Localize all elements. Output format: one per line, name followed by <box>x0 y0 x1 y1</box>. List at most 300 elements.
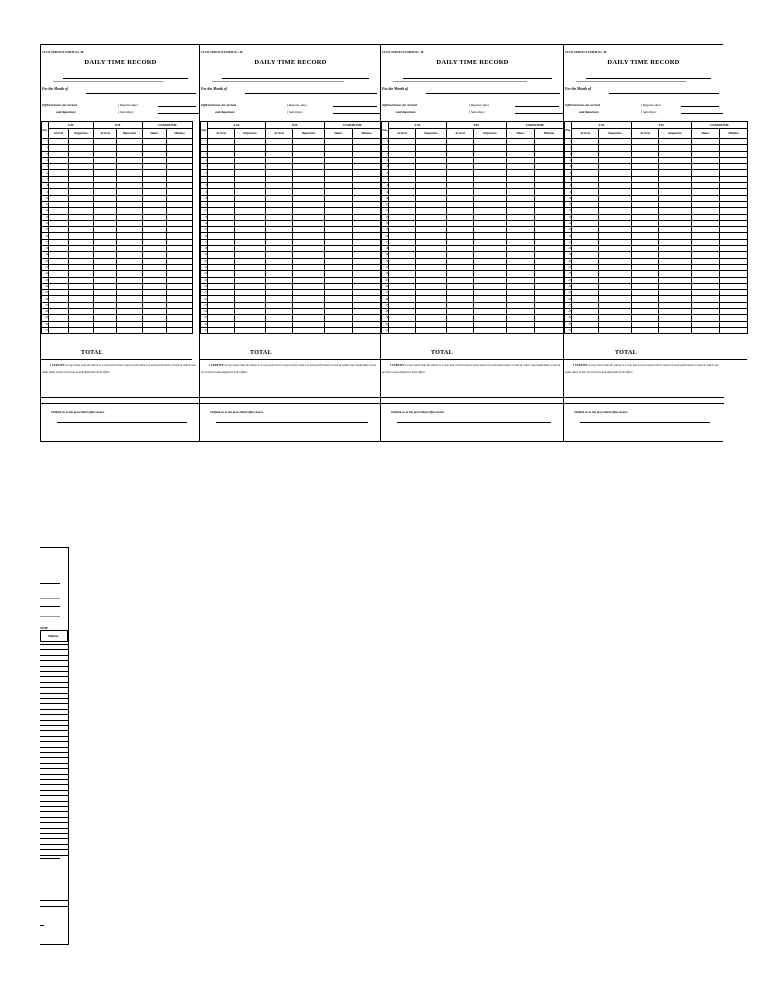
fragment-row-line <box>40 730 68 731</box>
undertime-header: UNDERTIME <box>143 122 193 129</box>
day-number: 4 <box>565 157 572 163</box>
time-entry-cell[interactable] <box>389 327 416 333</box>
total-label: TOTAL <box>615 350 637 356</box>
fragment-row-line <box>40 736 68 737</box>
fragment-row-line <box>40 844 68 845</box>
total-label: TOTAL <box>431 350 453 356</box>
time-entry-cell[interactable] <box>69 327 94 333</box>
day-number: 13 <box>42 214 49 220</box>
month-field-line[interactable] <box>609 93 719 94</box>
certify-body: on my honor that the above is a true and correct report of the hours of work performed, record of which was made daily at the of arrival at and departure from office. <box>201 363 377 374</box>
dtr-form-page2-fragment <box>40 547 69 945</box>
schedule-labels <box>469 102 489 116</box>
table-row <box>201 327 381 333</box>
time-entry-cell[interactable] <box>293 327 325 333</box>
day-number: 17 <box>382 239 389 245</box>
time-entry-cell[interactable] <box>235 327 266 333</box>
employee-name-line <box>222 78 369 79</box>
month-field-line[interactable] <box>426 93 560 94</box>
day-number: 18 <box>42 246 49 252</box>
fragment-row-line <box>40 757 68 758</box>
undertime-header-partial: TIME <box>40 626 49 630</box>
fragment-row-line <box>40 790 68 791</box>
form-title: DAILY TIME RECORD <box>607 59 680 66</box>
official-hours-line2: and departure <box>396 110 416 114</box>
official-hours-line2: and departure <box>579 110 599 114</box>
day-number: 29 <box>201 315 208 321</box>
day-number: 20 <box>42 258 49 264</box>
day-number: 3 <box>201 151 208 157</box>
employee-name-underline <box>576 81 686 82</box>
day-number: 25 <box>382 290 389 296</box>
verified-label: Verified as to the prescribed office hours. <box>574 410 628 414</box>
employee-name-underline <box>212 81 344 82</box>
day-number: 8 <box>565 183 572 189</box>
time-entry-cell[interactable] <box>659 327 692 333</box>
certify-body: on my honor that the above is a true and correct report of the hours of work performed, record of which was made daily at the of arrival at and departure from office. <box>382 363 561 374</box>
form-number: CIVIL SERVICE FORM No. 48 <box>42 50 84 54</box>
day-number: 30 <box>565 321 572 327</box>
regular-days-label: ( Regular days <box>287 103 307 107</box>
day-number: 6 <box>382 170 389 176</box>
day-header: Day <box>42 122 49 139</box>
total-line <box>200 359 380 360</box>
month-field-line[interactable] <box>245 93 377 94</box>
day-number: 15 <box>201 227 208 233</box>
day-number: 31 <box>382 327 389 333</box>
day-number: 27 <box>382 302 389 308</box>
fragment-row-line <box>40 855 68 856</box>
regular-days-field[interactable] <box>158 106 196 107</box>
saturdays-label: ( Saturdays <box>118 110 134 114</box>
day-number: 27 <box>42 302 49 308</box>
pm-header: P.M. <box>632 122 692 129</box>
fragment-row-line <box>40 698 68 699</box>
day-number: 16 <box>382 233 389 239</box>
day-number: 23 <box>42 277 49 283</box>
day-number: 8 <box>201 183 208 189</box>
saturdays-field[interactable] <box>333 113 380 114</box>
total-line <box>381 359 563 360</box>
total-label: TOTAL <box>250 350 272 356</box>
day-number: 29 <box>382 315 389 321</box>
table-row <box>382 327 564 333</box>
arrival-column-header: Arrival <box>632 129 659 139</box>
fragment-row-line <box>40 709 68 710</box>
regular-days-field[interactable] <box>333 106 377 107</box>
minutes-column-header: Minutes <box>720 129 748 139</box>
for-month-label: For the Month of <box>201 87 227 91</box>
fragment-row-line <box>40 833 68 834</box>
day-number: 17 <box>565 239 572 245</box>
total-line <box>564 359 747 360</box>
day-number: 17 <box>201 239 208 245</box>
day-number: 27 <box>565 302 572 308</box>
departure-column-header: Departure <box>659 129 692 139</box>
day-number: 1 <box>382 139 389 145</box>
arrival-column-header: Arrival <box>572 129 599 139</box>
day-number: 12 <box>382 208 389 214</box>
certify-lead: I CERTIFY <box>390 363 405 367</box>
day-number: 1 <box>565 139 572 145</box>
day-number: 23 <box>382 277 389 283</box>
day-number: 28 <box>382 309 389 315</box>
time-entry-cell[interactable] <box>266 327 293 333</box>
fragment-row-line <box>40 801 68 802</box>
employee-signature-line[interactable] <box>200 397 382 398</box>
saturdays-label: ( Saturdays <box>641 110 657 114</box>
day-number: 19 <box>201 252 208 258</box>
day-number: 1 <box>201 139 208 145</box>
time-entry-cell[interactable] <box>143 327 167 333</box>
time-entry-cell[interactable] <box>447 327 474 333</box>
fragment-row-line <box>40 660 68 661</box>
certify-body: on my honor that the above is a true and correct report of the hours of work performed, record of which was made daily at the of arrival at and departure from office. <box>42 363 196 374</box>
undertime-header: UNDERTIME <box>692 122 748 129</box>
time-record-table <box>564 121 748 334</box>
day-number: 16 <box>201 233 208 239</box>
supervisor-signature-line[interactable] <box>397 422 551 423</box>
certification-text <box>201 362 379 376</box>
signature-underline <box>41 403 201 404</box>
day-number: 7 <box>42 176 49 182</box>
fragment-row-line <box>40 828 68 829</box>
dtr-form-2 <box>199 44 381 442</box>
time-entry-cell[interactable] <box>416 327 447 333</box>
for-month-label: For the Month of <box>42 87 68 91</box>
day-number: 12 <box>201 208 208 214</box>
supervisor-signature-line[interactable] <box>216 422 368 423</box>
fragment-row-line <box>40 655 68 656</box>
day-number: 22 <box>382 271 389 277</box>
day-number: 23 <box>565 277 572 283</box>
time-entry-cell[interactable] <box>325 327 353 333</box>
day-number: 25 <box>42 290 49 296</box>
time-entry-cell[interactable] <box>599 327 632 333</box>
day-number: 13 <box>382 214 389 220</box>
fragment-row-line <box>40 795 68 796</box>
total-line <box>41 359 192 360</box>
regular-days-label: ( Regular days <box>641 103 661 107</box>
day-number: 9 <box>382 189 389 195</box>
official-hours-label <box>42 102 77 116</box>
minutes-column-header: Minutes <box>353 129 381 139</box>
fragment-row-line <box>40 811 68 812</box>
day-number: 4 <box>201 157 208 163</box>
day-number: 14 <box>565 220 572 226</box>
hours-column-header: Hours <box>507 129 535 139</box>
fragment-row-line <box>40 817 68 818</box>
day-number: 29 <box>565 315 572 321</box>
form-title: DAILY TIME RECORD <box>436 59 509 66</box>
day-number: 2 <box>382 145 389 151</box>
hours-column-header: Hours <box>692 129 720 139</box>
day-number: 22 <box>565 271 572 277</box>
time-entry-cell[interactable] <box>632 327 659 333</box>
fragment-row-line <box>40 720 68 721</box>
am-header: A.M. <box>572 122 632 129</box>
day-number: 2 <box>42 145 49 151</box>
arrival-column-header: Arrival <box>49 129 69 139</box>
fragment-row-line <box>40 763 68 764</box>
time-record-table <box>200 121 381 334</box>
time-entry-cell[interactable] <box>535 327 564 333</box>
day-number: 27 <box>201 302 208 308</box>
day-header: Day <box>565 122 572 139</box>
day-number: 15 <box>382 227 389 233</box>
day-number: 10 <box>201 195 208 201</box>
day-number: 24 <box>565 283 572 289</box>
day-number: 31 <box>42 327 49 333</box>
day-number: 13 <box>201 214 208 220</box>
total-label: TOTAL <box>81 350 103 356</box>
certification-text <box>565 362 721 376</box>
month-field-line[interactable] <box>86 93 196 94</box>
schedule-labels <box>287 102 307 116</box>
table-row <box>42 327 193 333</box>
certify-body: on my honor that the above is a true and correct report of the hours of work performed, record of which was made daily at the of arrival at and departure from office. <box>565 363 719 374</box>
time-entry-cell[interactable] <box>167 327 193 333</box>
hours-column-header: Hours <box>143 129 167 139</box>
day-number: 21 <box>382 264 389 270</box>
day-number: 17 <box>42 239 49 245</box>
pm-header: P.M. <box>266 122 325 129</box>
day-number: 26 <box>382 296 389 302</box>
employee-name-underline <box>393 81 527 82</box>
day-number: 23 <box>201 277 208 283</box>
day-number: 20 <box>201 258 208 264</box>
certification-text <box>382 362 562 376</box>
official-hours-line1: Official hours for arrival <box>201 103 236 107</box>
for-month-label: For the Month of <box>382 87 408 91</box>
employee-signature-line[interactable] <box>564 397 724 398</box>
day-number: 7 <box>565 176 572 182</box>
day-number: 19 <box>382 252 389 258</box>
fragment-row-line <box>40 784 68 785</box>
regular-days-field[interactable] <box>515 106 559 107</box>
day-number: 5 <box>42 164 49 170</box>
time-entry-cell[interactable] <box>353 327 381 333</box>
saturdays-field[interactable] <box>158 113 200 114</box>
employee-name-line <box>403 78 552 79</box>
official-hours-label <box>201 102 236 116</box>
time-entry-cell[interactable] <box>474 327 507 333</box>
day-number: 31 <box>201 327 208 333</box>
day-number: 22 <box>42 271 49 277</box>
certify-lead: I CERTIFY <box>209 363 224 367</box>
day-number: 10 <box>382 195 389 201</box>
time-entry-cell[interactable] <box>692 327 720 333</box>
employee-name-line <box>63 78 188 79</box>
saturdays-field[interactable] <box>515 113 563 114</box>
day-number: 20 <box>565 258 572 264</box>
day-number: 5 <box>382 164 389 170</box>
day-number: 25 <box>201 290 208 296</box>
day-number: 6 <box>201 170 208 176</box>
table-row <box>565 327 748 333</box>
day-number: 7 <box>201 176 208 182</box>
day-number: 5 <box>201 164 208 170</box>
day-number: 16 <box>565 233 572 239</box>
saturdays-field[interactable] <box>681 113 723 114</box>
day-number: 24 <box>42 283 49 289</box>
day-number: 19 <box>42 252 49 258</box>
day-number: 20 <box>382 258 389 264</box>
official-hours-line2: and departure <box>56 110 76 114</box>
day-number: 4 <box>42 157 49 163</box>
supervisor-signature-line[interactable] <box>580 422 710 423</box>
day-number: 14 <box>382 220 389 226</box>
day-number: 11 <box>201 201 208 207</box>
official-hours-line1: Official hours for arrival <box>382 103 417 107</box>
time-entry-cell[interactable] <box>208 327 235 333</box>
day-number: 31 <box>565 327 572 333</box>
arrival-column-header: Arrival <box>389 129 416 139</box>
day-number: 13 <box>565 214 572 220</box>
arrival-column-header: Arrival <box>266 129 293 139</box>
day-number: 14 <box>42 220 49 226</box>
official-hours-label <box>382 102 417 116</box>
arrival-column-header: Arrival <box>94 129 117 139</box>
supervisor-signature-line[interactable] <box>57 422 187 423</box>
departure-column-header: Departure <box>293 129 325 139</box>
time-entry-cell[interactable] <box>720 327 748 333</box>
day-number: 16 <box>42 233 49 239</box>
signature-underline <box>381 403 565 404</box>
day-number: 9 <box>201 189 208 195</box>
fragment-row-line <box>40 714 68 715</box>
day-number: 6 <box>565 170 572 176</box>
undertime-header: UNDERTIME <box>507 122 564 129</box>
day-number: 28 <box>201 309 208 315</box>
signature-underline <box>200 403 382 404</box>
official-hours-label <box>565 102 600 116</box>
time-record-table <box>41 121 193 334</box>
for-month-label: For the Month of <box>565 87 591 91</box>
dtr-form-3 <box>380 44 564 442</box>
fragment-row-line <box>40 703 68 704</box>
fragment-row-line <box>40 822 68 823</box>
departure-column-header: Departure <box>474 129 507 139</box>
fragment-row-line <box>40 752 68 753</box>
certify-lead: I CERTIFY <box>50 363 65 367</box>
day-number: 6 <box>42 170 49 176</box>
fragment-row-line <box>40 741 68 742</box>
hours-column-header: Hours <box>325 129 353 139</box>
fragment-row-line <box>40 779 68 780</box>
fragment-row-line <box>40 849 68 850</box>
day-number: 2 <box>565 145 572 151</box>
day-number: 29 <box>42 315 49 321</box>
day-number: 9 <box>565 189 572 195</box>
saturdays-label: ( Saturdays <box>469 110 485 114</box>
employee-signature-line[interactable] <box>381 397 565 398</box>
departure-column-header: Departure <box>416 129 447 139</box>
time-entry-cell[interactable] <box>117 327 143 333</box>
departure-column-header: Departure <box>599 129 632 139</box>
day-header: Day <box>382 122 389 139</box>
employee-name-underline <box>53 81 163 82</box>
form-title: DAILY TIME RECORD <box>254 59 327 66</box>
day-number: 4 <box>382 157 389 163</box>
verified-label: Verified as to the prescribed office hours. <box>391 410 445 414</box>
day-number: 2 <box>201 145 208 151</box>
day-number: 12 <box>565 208 572 214</box>
dtr-form-1 <box>40 44 200 442</box>
day-header: Day <box>201 122 208 139</box>
fragment-row-line <box>40 838 68 839</box>
fragment-row-line <box>40 676 68 677</box>
am-header: A.M. <box>389 122 447 129</box>
day-number: 11 <box>42 201 49 207</box>
regular-days-label: ( Regular days <box>469 103 489 107</box>
fragment-row-line <box>40 671 68 672</box>
day-number: 10 <box>42 195 49 201</box>
day-number: 14 <box>201 220 208 226</box>
time-entry-cell[interactable] <box>49 327 69 333</box>
fragment-row-line <box>40 649 68 650</box>
minutes-header: Minutes <box>48 634 59 638</box>
departure-column-header: Departure <box>117 129 143 139</box>
regular-days-label: ( Regular days <box>118 103 138 107</box>
day-number: 5 <box>565 164 572 170</box>
regular-days-field[interactable] <box>681 106 719 107</box>
day-number: 21 <box>42 264 49 270</box>
departure-column-header: Departure <box>235 129 266 139</box>
day-number: 19 <box>565 252 572 258</box>
day-number: 18 <box>201 246 208 252</box>
day-number: 1 <box>42 139 49 145</box>
day-number: 22 <box>201 271 208 277</box>
arrival-column-header: Arrival <box>208 129 235 139</box>
official-hours-line2: and departure <box>215 110 235 114</box>
employee-signature-line[interactable] <box>41 397 201 398</box>
day-number: 30 <box>42 321 49 327</box>
fragment-row-line <box>40 682 68 683</box>
signature-underline <box>564 403 724 404</box>
day-number: 8 <box>42 183 49 189</box>
am-header: A.M. <box>208 122 266 129</box>
day-number: 25 <box>565 290 572 296</box>
day-number: 3 <box>565 151 572 157</box>
time-entry-cell[interactable] <box>507 327 535 333</box>
day-number: 18 <box>565 246 572 252</box>
day-number: 24 <box>201 283 208 289</box>
departure-column-header: Departure <box>69 129 94 139</box>
day-number: 18 <box>382 246 389 252</box>
form-number: CIVIL SERVICE FORM No. 48 <box>382 50 424 54</box>
form-title: DAILY TIME RECORD <box>84 59 157 66</box>
saturdays-label: ( Saturdays <box>287 110 303 114</box>
day-number: 21 <box>565 264 572 270</box>
day-number: 3 <box>42 151 49 157</box>
day-number: 26 <box>201 296 208 302</box>
fragment-row-line <box>40 806 68 807</box>
day-number: 10 <box>565 195 572 201</box>
fragment-row-line <box>40 725 68 726</box>
pm-header: P.M. <box>447 122 507 129</box>
day-number: 15 <box>565 227 572 233</box>
day-number: 28 <box>42 309 49 315</box>
fragment-row-line <box>40 666 68 667</box>
day-number: 9 <box>42 189 49 195</box>
day-number: 21 <box>201 264 208 270</box>
time-entry-cell[interactable] <box>94 327 117 333</box>
day-number: 12 <box>42 208 49 214</box>
day-number: 26 <box>42 296 49 302</box>
time-entry-cell[interactable] <box>572 327 599 333</box>
certification-text <box>42 362 198 376</box>
